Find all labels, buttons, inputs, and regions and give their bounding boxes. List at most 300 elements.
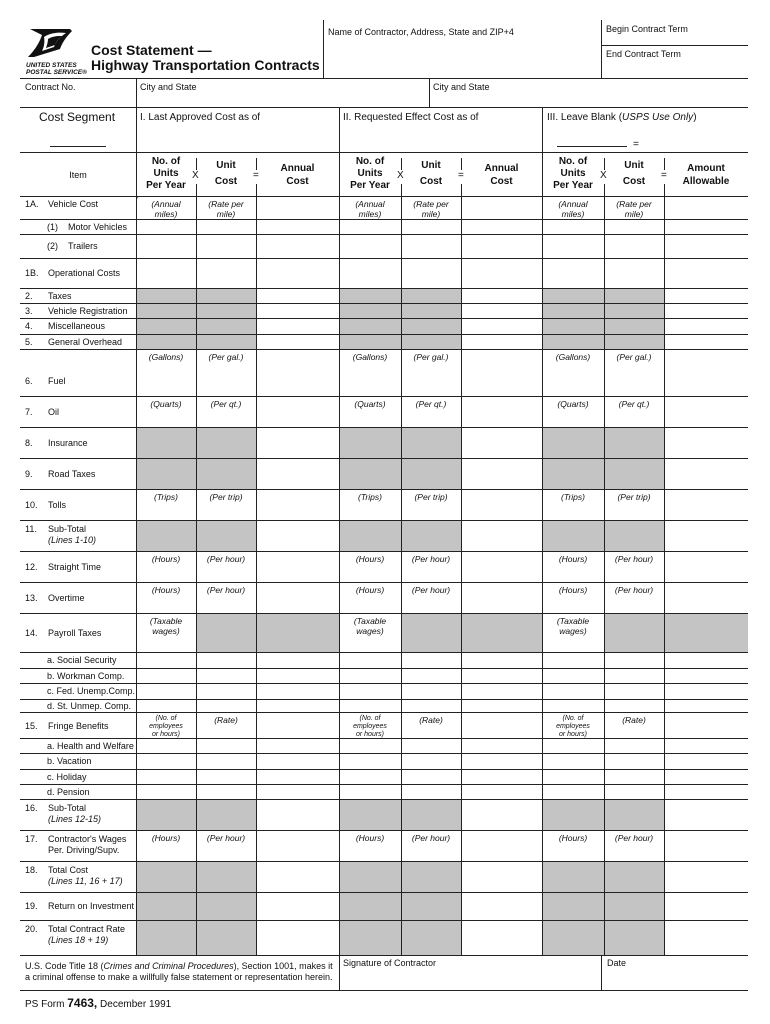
- row-label-15b: b. Vacation: [47, 756, 92, 766]
- cell-input-1a2-2-2[interactable]: [463, 246, 540, 256]
- cell-input-14a-1-0[interactable]: [138, 656, 194, 666]
- cell-input-1a-3-1[interactable]: [606, 207, 662, 217]
- seg2-total-header-1: Annual: [484, 163, 519, 174]
- cell-input-4-2-0[interactable]: [341, 322, 399, 332]
- cell-input-5-1-0[interactable]: [138, 337, 194, 347]
- cell-input-15c-1-0[interactable]: [138, 772, 194, 782]
- cell-input-1a2-3-1[interactable]: [606, 246, 662, 256]
- cell-input-6-2-0[interactable]: [341, 384, 399, 394]
- cell-input-8-3-0[interactable]: [544, 446, 602, 456]
- cell-input-15a-3-1[interactable]: [606, 741, 662, 751]
- cell-input-15c-3-0[interactable]: [544, 772, 602, 782]
- cell-input-6-1-2[interactable]: [258, 384, 337, 394]
- cell-input-15b-2-2[interactable]: [463, 757, 540, 767]
- cell-input-16-2-2[interactable]: [463, 818, 540, 828]
- cell-input-3-1-2[interactable]: [258, 306, 337, 316]
- cell-input-14b-3-0[interactable]: [544, 671, 602, 681]
- cell-input-14b-2-1[interactable]: [403, 671, 459, 681]
- cell-input-16-2-1[interactable]: [403, 818, 459, 828]
- cell-input-1a2-2-0[interactable]: [341, 246, 399, 256]
- cell-input-10-1-2[interactable]: [258, 508, 337, 518]
- cell-input-14d-2-2[interactable]: [463, 700, 540, 710]
- cell-input-19-1-2[interactable]: [258, 908, 337, 918]
- cell-input-14-3-0[interactable]: [544, 640, 602, 650]
- cell-input-14a-2-0[interactable]: [341, 656, 399, 666]
- cell-input-1b-2-2[interactable]: [463, 276, 540, 286]
- cell-input-1b-1-2[interactable]: [258, 276, 337, 286]
- cell-input-6-3-1[interactable]: [606, 384, 662, 394]
- cell-input-11-2-2[interactable]: [463, 539, 540, 549]
- cell-input-16-1-0[interactable]: [138, 818, 194, 828]
- cell-input-9-2-2[interactable]: [463, 477, 540, 487]
- cell-input-14-2-0[interactable]: [341, 640, 399, 650]
- cell-input-14d-2-0[interactable]: [341, 700, 399, 710]
- cell-input-5-2-2[interactable]: [463, 337, 540, 347]
- cell-input-9-1-0[interactable]: [138, 477, 194, 487]
- cell-input-15b-3-2[interactable]: [666, 757, 746, 767]
- cell-input-17-1-2[interactable]: [258, 849, 337, 859]
- cell-input-14b-1-0[interactable]: [138, 671, 194, 681]
- cell-input-15d-1-2[interactable]: [258, 787, 337, 797]
- cell-input-7-1-2[interactable]: [258, 415, 337, 425]
- cell-input-14c-1-1[interactable]: [198, 687, 254, 697]
- cell-input-14c-1-0[interactable]: [138, 687, 194, 697]
- cell-input-4-3-1[interactable]: [606, 322, 662, 332]
- cell-input-1b-1-0[interactable]: [138, 276, 194, 286]
- cell-input-7-2-2[interactable]: [463, 415, 540, 425]
- cell-input-15d-2-0[interactable]: [341, 787, 399, 797]
- cell-input-1a-1-0[interactable]: [138, 207, 194, 217]
- cell-input-10-3-0[interactable]: [544, 508, 602, 518]
- cell-input-5-3-1[interactable]: [606, 337, 662, 347]
- cell-input-7-3-0[interactable]: [544, 415, 602, 425]
- cell-input-11-3-1[interactable]: [606, 539, 662, 549]
- cell-input-4-2-2[interactable]: [463, 322, 540, 332]
- city-state-input-2[interactable]: [431, 94, 746, 106]
- cell-input-1a2-1-1[interactable]: [198, 246, 254, 256]
- cell-input-6-2-1[interactable]: [403, 384, 459, 394]
- cell-input-15-3-2[interactable]: [666, 726, 746, 736]
- cell-input-20-1-1[interactable]: [198, 943, 254, 953]
- cell-input-11-3-2[interactable]: [666, 539, 746, 549]
- cell-input-1a1-3-1[interactable]: [606, 222, 662, 232]
- cell-input-15-2-0[interactable]: [341, 726, 399, 736]
- cell-input-13-1-0[interactable]: [138, 601, 194, 611]
- cell-input-5-3-2[interactable]: [666, 337, 746, 347]
- cell-input-15a-2-0[interactable]: [341, 741, 399, 751]
- row-rule-16: [20, 830, 748, 831]
- cell-input-15-3-0[interactable]: [544, 726, 602, 736]
- cell-input-2-2-1[interactable]: [403, 291, 459, 301]
- cell-input-9-1-1[interactable]: [198, 477, 254, 487]
- cell-input-7-2-0[interactable]: [341, 415, 399, 425]
- cell-input-14-3-2[interactable]: [666, 640, 746, 650]
- cell-input-14-1-2[interactable]: [258, 640, 337, 650]
- cell-input-18-2-0[interactable]: [341, 880, 399, 890]
- cell-input-14b-2-2[interactable]: [463, 671, 540, 681]
- cell-input-11-1-0[interactable]: [138, 539, 194, 549]
- cell-input-20-1-2[interactable]: [258, 943, 337, 953]
- contractor-name-input[interactable]: [326, 40, 598, 74]
- cell-input-15-2-1[interactable]: [403, 726, 459, 736]
- cell-input-14b-2-0[interactable]: [341, 671, 399, 681]
- cell-input-15-2-2[interactable]: [463, 726, 540, 736]
- cell-input-1a1-1-1[interactable]: [198, 222, 254, 232]
- cell-input-1a-3-0[interactable]: [544, 207, 602, 217]
- cell-input-11-1-1[interactable]: [198, 539, 254, 549]
- cell-input-17-2-1[interactable]: [403, 849, 459, 859]
- cell-input-14c-1-2[interactable]: [258, 687, 337, 697]
- cell-input-10-3-1[interactable]: [606, 508, 662, 518]
- cell-input-10-2-2[interactable]: [463, 508, 540, 518]
- cell-input-20-1-0[interactable]: [138, 943, 194, 953]
- cell-input-17-3-0[interactable]: [544, 849, 602, 859]
- cell-input-15b-2-1[interactable]: [403, 757, 459, 767]
- cell-input-18-1-1[interactable]: [198, 880, 254, 890]
- cell-input-14c-2-0[interactable]: [341, 687, 399, 697]
- cell-input-1a1-1-2[interactable]: [258, 222, 337, 232]
- cell-input-8-2-2[interactable]: [463, 446, 540, 456]
- cell-input-9-1-2[interactable]: [258, 477, 337, 487]
- seg1-unit-cost-header-1: Unit: [216, 160, 236, 171]
- cell-input-12-1-0[interactable]: [138, 570, 194, 580]
- cell-input-12-3-2[interactable]: [666, 570, 746, 580]
- cell-input-1a-2-0[interactable]: [341, 207, 399, 217]
- cell-input-7-1-0[interactable]: [138, 415, 194, 425]
- cell-input-14-1-0[interactable]: [138, 640, 194, 650]
- cell-input-4-3-0[interactable]: [544, 322, 602, 332]
- cell-input-15d-3-2[interactable]: [666, 787, 746, 797]
- cell-input-3-2-1[interactable]: [403, 306, 459, 316]
- cell-input-20-3-0[interactable]: [544, 943, 602, 953]
- cell-input-5-1-1[interactable]: [198, 337, 254, 347]
- cell-input-1b-3-1[interactable]: [606, 276, 662, 286]
- cell-input-3-3-1[interactable]: [606, 306, 662, 316]
- cell-input-16-1-1[interactable]: [198, 818, 254, 828]
- cell-input-15b-3-1[interactable]: [606, 757, 662, 767]
- cell-input-3-3-2[interactable]: [666, 306, 746, 316]
- cell-input-16-1-2[interactable]: [258, 818, 337, 828]
- cell-input-3-2-0[interactable]: [341, 306, 399, 316]
- cell-input-19-3-2[interactable]: [666, 908, 746, 918]
- cell-input-14b-1-1[interactable]: [198, 671, 254, 681]
- cell-input-14c-3-2[interactable]: [666, 687, 746, 697]
- cell-input-1a2-3-2[interactable]: [666, 246, 746, 256]
- cell-input-19-1-0[interactable]: [138, 908, 194, 918]
- cell-input-1a1-1-0[interactable]: [138, 222, 194, 232]
- cell-input-9-3-2[interactable]: [666, 477, 746, 487]
- cell-input-20-2-2[interactable]: [463, 943, 540, 953]
- cell-input-7-1-1[interactable]: [198, 415, 254, 425]
- cell-input-15c-3-2[interactable]: [666, 772, 746, 782]
- cell-input-15c-3-1[interactable]: [606, 772, 662, 782]
- cell-input-9-2-0[interactable]: [341, 477, 399, 487]
- cell-input-5-3-0[interactable]: [544, 337, 602, 347]
- cell-input-17-3-2[interactable]: [666, 849, 746, 859]
- cell-input-6-3-0[interactable]: [544, 384, 602, 394]
- cell-input-17-3-1[interactable]: [606, 849, 662, 859]
- cell-input-12-2-2[interactable]: [463, 570, 540, 580]
- cell-input-16-3-2[interactable]: [666, 818, 746, 828]
- cell-input-4-3-2[interactable]: [666, 322, 746, 332]
- cell-input-14a-1-2[interactable]: [258, 656, 337, 666]
- cell-input-18-1-0[interactable]: [138, 880, 194, 890]
- cell-input-15-1-1[interactable]: [198, 726, 254, 736]
- cell-input-12-2-1[interactable]: [403, 570, 459, 580]
- cell-input-1b-1-1[interactable]: [198, 276, 254, 286]
- cell-input-15a-1-2[interactable]: [258, 741, 337, 751]
- cell-input-5-1-2[interactable]: [258, 337, 337, 347]
- cell-input-1a-1-2[interactable]: [258, 207, 337, 217]
- cell-input-1a2-1-2[interactable]: [258, 246, 337, 256]
- cell-input-14d-2-1[interactable]: [403, 700, 459, 710]
- cell-input-18-2-1[interactable]: [403, 880, 459, 890]
- cell-input-14-2-2[interactable]: [463, 640, 540, 650]
- cell-input-14a-1-1[interactable]: [198, 656, 254, 666]
- city-state-input-1[interactable]: [138, 94, 426, 106]
- row-label-17: Contractor's Wages: [48, 834, 127, 844]
- cell-input-12-1-2[interactable]: [258, 570, 337, 580]
- cell-input-2-3-2[interactable]: [666, 291, 746, 301]
- cell-input-1a2-3-0[interactable]: [544, 246, 602, 256]
- cell-input-1a1-3-2[interactable]: [666, 222, 746, 232]
- row-number-19: 19.: [25, 901, 38, 911]
- cell-input-7-3-1[interactable]: [606, 415, 662, 425]
- cell-input-11-3-0[interactable]: [544, 539, 602, 549]
- cell-input-2-2-0[interactable]: [341, 291, 399, 301]
- cell-input-14a-3-1[interactable]: [606, 656, 662, 666]
- cell-input-15a-1-1[interactable]: [198, 741, 254, 751]
- cell-input-15a-3-0[interactable]: [544, 741, 602, 751]
- cell-input-2-1-2[interactable]: [258, 291, 337, 301]
- cell-input-2-3-1[interactable]: [606, 291, 662, 301]
- cell-input-17-1-1[interactable]: [198, 849, 254, 859]
- cell-input-10-2-1[interactable]: [403, 508, 459, 518]
- cell-input-15-3-1[interactable]: [606, 726, 662, 736]
- cell-input-15d-2-2[interactable]: [463, 787, 540, 797]
- cell-input-15b-2-0[interactable]: [341, 757, 399, 767]
- row-rule-14d: [20, 712, 748, 713]
- cell-input-19-2-1[interactable]: [403, 908, 459, 918]
- cell-input-8-3-1[interactable]: [606, 446, 662, 456]
- cell-input-19-1-1[interactable]: [198, 908, 254, 918]
- cell-input-2-1-1[interactable]: [198, 291, 254, 301]
- row-number-7: 7.: [25, 407, 33, 417]
- cell-input-16-3-0[interactable]: [544, 818, 602, 828]
- seg1-units-header-units_l3: Per Year: [146, 180, 186, 191]
- cell-input-12-3-1[interactable]: [606, 570, 662, 580]
- cell-input-1a2-1-0[interactable]: [138, 246, 194, 256]
- cell-input-11-1-2[interactable]: [258, 539, 337, 549]
- cell-input-14b-3-1[interactable]: [606, 671, 662, 681]
- cell-input-1a-1-1[interactable]: [198, 207, 254, 217]
- cell-input-6-3-2[interactable]: [666, 384, 746, 394]
- cell-input-10-2-0[interactable]: [341, 508, 399, 518]
- cell-input-15c-2-2[interactable]: [463, 772, 540, 782]
- cell-input-12-1-1[interactable]: [198, 570, 254, 580]
- cell-input-14c-2-2[interactable]: [463, 687, 540, 697]
- cell-input-8-1-0[interactable]: [138, 446, 194, 456]
- cell-input-1a-3-2[interactable]: [666, 207, 746, 217]
- cell-input-17-1-0[interactable]: [138, 849, 194, 859]
- cell-input-15c-2-1[interactable]: [403, 772, 459, 782]
- cell-input-15a-1-0[interactable]: [138, 741, 194, 751]
- cell-input-17-2-2[interactable]: [463, 849, 540, 859]
- cell-input-3-1-0[interactable]: [138, 306, 194, 316]
- cell-input-13-2-0[interactable]: [341, 601, 399, 611]
- cell-input-2-3-0[interactable]: [544, 291, 602, 301]
- cell-input-18-1-2[interactable]: [258, 880, 337, 890]
- cell-input-19-3-0[interactable]: [544, 908, 602, 918]
- cell-input-1a1-2-1[interactable]: [403, 222, 459, 232]
- cell-input-1a-2-1[interactable]: [403, 207, 459, 217]
- date-input[interactable]: [604, 970, 746, 988]
- cell-input-15a-3-2[interactable]: [666, 741, 746, 751]
- cell-input-14d-1-1[interactable]: [198, 700, 254, 710]
- cell-input-18-3-2[interactable]: [666, 880, 746, 890]
- cell-input-1a2-2-1[interactable]: [403, 246, 459, 256]
- cell-input-1a1-3-0[interactable]: [544, 222, 602, 232]
- cell-input-9-3-0[interactable]: [544, 477, 602, 487]
- cell-input-14b-3-2[interactable]: [666, 671, 746, 681]
- cell-input-12-3-0[interactable]: [544, 570, 602, 580]
- cell-input-15d-1-1[interactable]: [198, 787, 254, 797]
- cell-input-8-3-2[interactable]: [666, 446, 746, 456]
- cell-input-7-2-1[interactable]: [403, 415, 459, 425]
- cell-input-19-3-1[interactable]: [606, 908, 662, 918]
- cell-input-8-2-1[interactable]: [403, 446, 459, 456]
- cell-input-13-3-1[interactable]: [606, 601, 662, 611]
- cell-input-13-2-1[interactable]: [403, 601, 459, 611]
- begin-term-input[interactable]: [604, 34, 746, 44]
- cell-input-3-1-1[interactable]: [198, 306, 254, 316]
- cell-input-1b-2-0[interactable]: [341, 276, 399, 286]
- cell-input-9-2-1[interactable]: [403, 477, 459, 487]
- cell-input-15d-3-0[interactable]: [544, 787, 602, 797]
- cell-input-8-2-0[interactable]: [341, 446, 399, 456]
- cell-input-14c-3-1[interactable]: [606, 687, 662, 697]
- cell-input-14c-3-0[interactable]: [544, 687, 602, 697]
- cell-input-20-3-1[interactable]: [606, 943, 662, 953]
- cell-input-3-3-0[interactable]: [544, 306, 602, 316]
- cell-input-14a-2-2[interactable]: [463, 656, 540, 666]
- cell-input-11-2-1[interactable]: [403, 539, 459, 549]
- cell-input-1a1-2-2[interactable]: [463, 222, 540, 232]
- cell-input-14-2-1[interactable]: [403, 640, 459, 650]
- cell-input-15c-2-0[interactable]: [341, 772, 399, 782]
- cell-input-15d-2-1[interactable]: [403, 787, 459, 797]
- cell-input-18-3-1[interactable]: [606, 880, 662, 890]
- cell-input-14a-3-0[interactable]: [544, 656, 602, 666]
- end-term-input[interactable]: [604, 60, 746, 76]
- cell-input-4-2-1[interactable]: [403, 322, 459, 332]
- row-label-1b: Operational Costs: [48, 268, 121, 278]
- cell-input-17-2-0[interactable]: [341, 849, 399, 859]
- cell-input-15a-2-1[interactable]: [403, 741, 459, 751]
- cell-input-6-2-2[interactable]: [463, 384, 540, 394]
- cell-input-15c-1-1[interactable]: [198, 772, 254, 782]
- cell-input-14-3-1[interactable]: [606, 640, 662, 650]
- signature-input[interactable]: [342, 970, 598, 988]
- cell-input-14b-1-2[interactable]: [258, 671, 337, 681]
- cell-input-16-3-1[interactable]: [606, 818, 662, 828]
- cell-input-8-1-1[interactable]: [198, 446, 254, 456]
- cell-input-4-1-2[interactable]: [258, 322, 337, 332]
- cell-input-5-2-0[interactable]: [341, 337, 399, 347]
- cell-input-10-1-1[interactable]: [198, 508, 254, 518]
- cell-input-15d-1-0[interactable]: [138, 787, 194, 797]
- cell-input-15b-3-0[interactable]: [544, 757, 602, 767]
- cell-input-13-1-2[interactable]: [258, 601, 337, 611]
- cell-input-12-2-0[interactable]: [341, 570, 399, 580]
- cell-input-18-2-2[interactable]: [463, 880, 540, 890]
- cell-input-14c-2-1[interactable]: [403, 687, 459, 697]
- cell-input-15d-3-1[interactable]: [606, 787, 662, 797]
- cell-input-16-2-0[interactable]: [341, 818, 399, 828]
- cell-input-14-1-1[interactable]: [198, 640, 254, 650]
- cell-input-10-3-2[interactable]: [666, 508, 746, 518]
- cell-input-5-2-1[interactable]: [403, 337, 459, 347]
- cell-input-15c-1-2[interactable]: [258, 772, 337, 782]
- cell-input-18-3-0[interactable]: [544, 880, 602, 890]
- row-label-7: Oil: [48, 407, 59, 417]
- cell-input-19-2-0[interactable]: [341, 908, 399, 918]
- contract-no-input[interactable]: [22, 94, 134, 106]
- form-prefix: PS Form: [25, 999, 68, 1010]
- cell-input-20-2-0[interactable]: [341, 943, 399, 953]
- cell-input-8-1-2[interactable]: [258, 446, 337, 456]
- cell-input-15a-2-2[interactable]: [463, 741, 540, 751]
- cell-input-13-3-2[interactable]: [666, 601, 746, 611]
- cell-input-1b-3-2[interactable]: [666, 276, 746, 286]
- cell-input-1a-2-2[interactable]: [463, 207, 540, 217]
- cell-input-2-2-2[interactable]: [463, 291, 540, 301]
- cell-input-20-3-2[interactable]: [666, 943, 746, 953]
- cell-input-6-1-0[interactable]: [138, 384, 194, 394]
- cell-input-9-3-1[interactable]: [606, 477, 662, 487]
- cell-input-6-1-1[interactable]: [198, 384, 254, 394]
- cell-input-15b-1-1[interactable]: [198, 757, 254, 767]
- cell-input-2-1-0[interactable]: [138, 291, 194, 301]
- cell-input-4-1-0[interactable]: [138, 322, 194, 332]
- cell-input-14a-2-1[interactable]: [403, 656, 459, 666]
- cell-input-15-1-0[interactable]: [138, 726, 194, 736]
- cell-input-1a1-2-0[interactable]: [341, 222, 399, 232]
- cell-input-15b-1-2[interactable]: [258, 757, 337, 767]
- cell-input-14d-3-1[interactable]: [606, 700, 662, 710]
- cell-input-14d-3-2[interactable]: [666, 700, 746, 710]
- cell-input-14a-3-2[interactable]: [666, 656, 746, 666]
- cell-input-1b-3-0[interactable]: [544, 276, 602, 286]
- cell-input-14d-1-0[interactable]: [138, 700, 194, 710]
- cell-input-10-1-0[interactable]: [138, 508, 194, 518]
- cell-input-11-2-0[interactable]: [341, 539, 399, 549]
- cell-input-14d-1-2[interactable]: [258, 700, 337, 710]
- cell-input-4-1-1[interactable]: [198, 322, 254, 332]
- cell-input-1b-2-1[interactable]: [403, 276, 459, 286]
- cell-input-15-1-2[interactable]: [258, 726, 337, 736]
- cell-input-19-2-2[interactable]: [463, 908, 540, 918]
- cell-input-3-2-2[interactable]: [463, 306, 540, 316]
- hint-15-2-0-0: (No. of: [359, 715, 381, 722]
- cell-input-7-3-2[interactable]: [666, 415, 746, 425]
- cell-input-13-2-2[interactable]: [463, 601, 540, 611]
- cell-input-20-2-1[interactable]: [403, 943, 459, 953]
- cell-input-15b-1-0[interactable]: [138, 757, 194, 767]
- cell-input-13-3-0[interactable]: [544, 601, 602, 611]
- cell-input-13-1-1[interactable]: [198, 601, 254, 611]
- cell-input-14d-3-0[interactable]: [544, 700, 602, 710]
